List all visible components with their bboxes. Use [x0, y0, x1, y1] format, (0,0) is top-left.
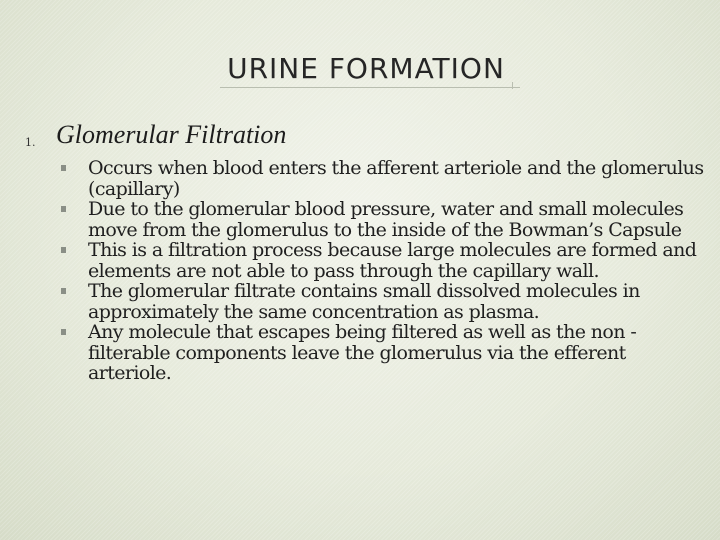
- bullet-item: [60, 158, 710, 199]
- square-bullet-icon: [61, 329, 66, 335]
- bullet-text: This is a filtration process because large molecules are formed and elements are not able to pass through the capillary wall.: [88, 239, 697, 282]
- bullet-item: [60, 240, 710, 281]
- bullet-text: The glomerular filtrate contains small dissolved molecules in approximately the same concentration as plasma.: [88, 280, 640, 323]
- bullet-text: Due to the glomerular blood pressure, water and small molecules move from the glomerulus to the inside of the Bowman’s Capsule: [88, 198, 684, 241]
- square-bullet-icon: [61, 247, 66, 253]
- section-heading: Glomerular Filtration: [56, 120, 287, 149]
- square-bullet-icon: [61, 206, 66, 212]
- bullet-item: [60, 281, 710, 322]
- bullet-item: [60, 322, 710, 384]
- square-bullet-icon: [61, 288, 66, 294]
- square-bullet-icon: [61, 165, 66, 171]
- slide-title: URINE FORMATION: [227, 52, 505, 85]
- bullet-item: [60, 199, 710, 240]
- bullet-text: Occurs when blood enters the afferent arteriole and the glomerulus (capillary): [88, 157, 704, 200]
- bullet-list: [60, 158, 710, 384]
- title-underline-tick: [512, 82, 513, 89]
- bullet-text: Any molecule that escapes being filtered as well as the non -filterable components leave the glomerulus via the efferent arteriole.: [88, 321, 637, 384]
- title-underline: [220, 87, 520, 88]
- list-number: 1.: [25, 136, 36, 149]
